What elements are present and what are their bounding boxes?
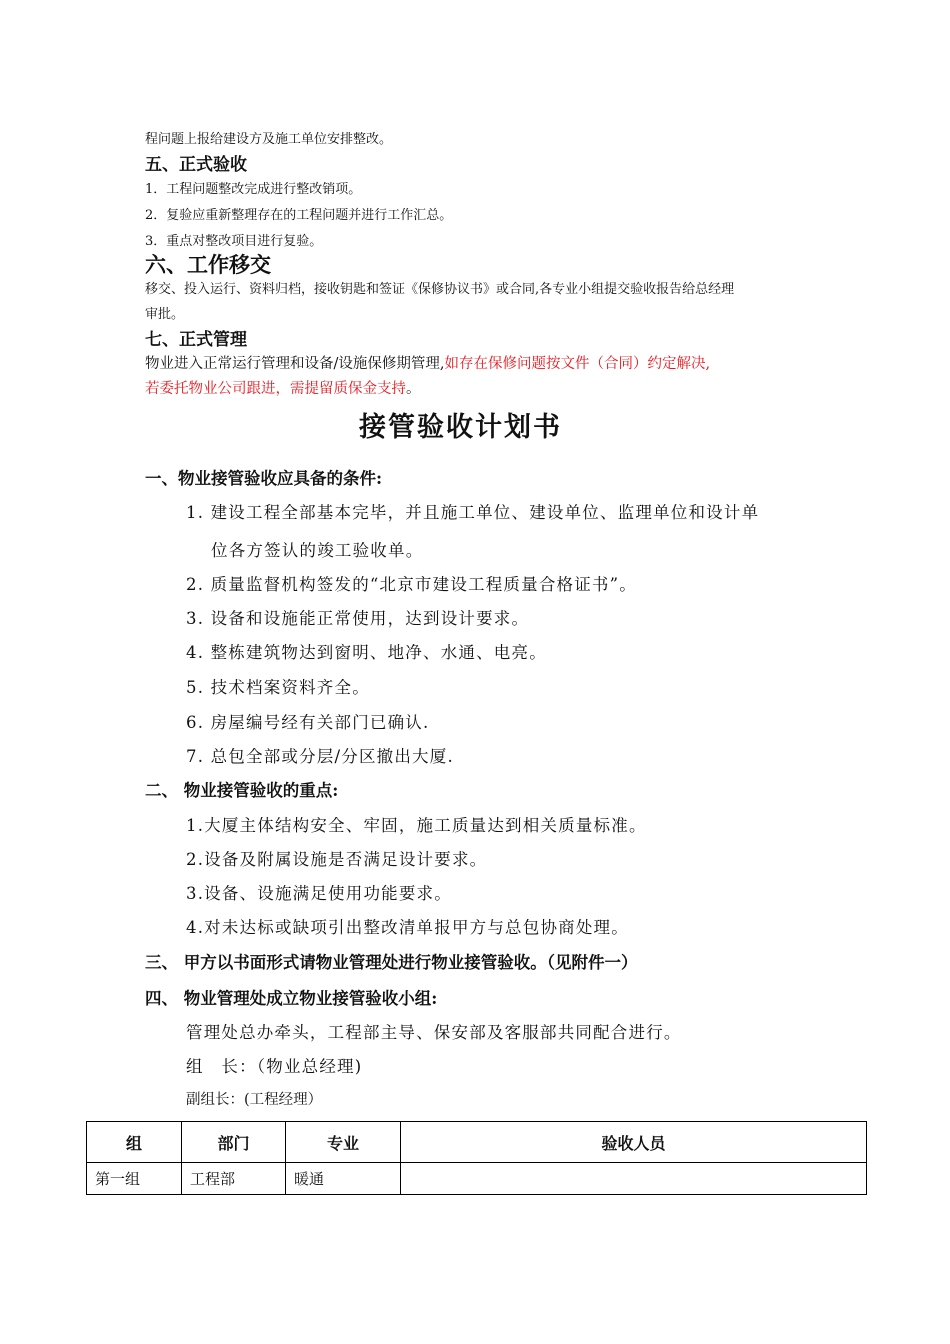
continuation-line: 程问题上报给建设方及施工单位安排整改。 bbox=[145, 132, 393, 147]
section-6-text: 审批。 bbox=[145, 307, 185, 322]
section-7-text-end: 。 bbox=[406, 381, 421, 397]
deputy-leader: 副组长：(工程经理） bbox=[186, 1092, 323, 1108]
acceptance-team-table bbox=[86, 1121, 867, 1195]
section-7-text-highlight: 若委托物业公司跟进，需提留质保金支持 bbox=[145, 381, 406, 397]
condition-item: 5. 技术档案资料齐全。 bbox=[186, 678, 370, 697]
section-4-heading: 四、 物业管理处成立物业接管验收小组: bbox=[145, 989, 438, 1008]
header-inspectors: 验收人员 bbox=[401, 1122, 867, 1163]
section-7-text-normal: 物业进入正常运行管理和设备/设施保修期管理, bbox=[145, 356, 445, 372]
focus-item: 1.大厦主体结构安全、牢固，施工质量达到相关质量标准。 bbox=[186, 816, 647, 835]
section-5-heading: 五、正式验收 bbox=[145, 155, 247, 175]
condition-item: 4. 整栋建筑物达到窗明、地净、水通、电亮。 bbox=[186, 643, 547, 662]
section-7-text bbox=[145, 377, 421, 398]
condition-item: 7. 总包全部或分层/分区撤出大厦. bbox=[186, 747, 454, 766]
document-title: 接管验收计划书 bbox=[359, 412, 562, 443]
section-7-text bbox=[145, 352, 710, 373]
header-specialty: 专业 bbox=[286, 1122, 401, 1163]
table-row bbox=[87, 1163, 867, 1195]
section-6-text: 移交、投入运行、资料归档，接收钥匙和签证《保修协议书》或合同,各专业小组提交验收报告给总经理 bbox=[145, 282, 735, 297]
focus-item: 3.设备、设施满足使用功能要求。 bbox=[186, 884, 452, 903]
condition-item: 3. 设备和设施能正常使用，达到设计要求。 bbox=[186, 609, 530, 628]
cell-specialty: 暖通 bbox=[286, 1163, 401, 1195]
section-6-heading: 六、工作移交 bbox=[145, 253, 271, 277]
section-1-heading: 一、物业接管验收应具备的条件: bbox=[145, 469, 383, 488]
section-4-text: 管理处总办牵头，工程部主导、保安部及客服部共同配合进行。 bbox=[186, 1023, 682, 1042]
cell-inspectors bbox=[401, 1163, 867, 1195]
section-5-item: 1．工程问题整改完成进行整改销项。 bbox=[145, 182, 362, 197]
section-5-item: 2．复验应重新整理存在的工程问题并进行工作汇总。 bbox=[145, 208, 453, 223]
section-5-item: 3．重点对整改项目进行复验。 bbox=[145, 234, 323, 249]
header-department: 部门 bbox=[182, 1122, 286, 1163]
focus-item: 4.对未达标或缺项引出整改清单报甲方与总包协商处理。 bbox=[186, 918, 629, 937]
condition-item: 6. 房屋编号经有关部门已确认. bbox=[186, 713, 430, 732]
team-leader: 组 长：（物业总经理) bbox=[186, 1057, 363, 1076]
header-group: 组 bbox=[87, 1122, 182, 1163]
section-2-heading: 二、 物业接管验收的重点: bbox=[145, 781, 339, 800]
condition-item: 1. 建设工程全部基本完毕，并且施工单位、建设单位、监理单位和设计单 bbox=[186, 503, 760, 522]
cell-department: 工程部 bbox=[182, 1163, 286, 1195]
cell-group: 第一组 bbox=[87, 1163, 182, 1195]
section-7-heading: 七、正式管理 bbox=[145, 330, 247, 350]
section-3-heading: 三、 甲方以书面形式请物业管理处进行物业接管验收。（见附件一） bbox=[145, 953, 638, 972]
focus-item: 2.设备及附属设施是否满足设计要求。 bbox=[186, 850, 488, 869]
condition-item: 位各方签认的竣工验收单。 bbox=[211, 541, 424, 560]
section-7-text-highlight: 如存在保修问题按文件（合同）约定解决, bbox=[444, 356, 711, 372]
condition-item: 2. 质量监督机构签发的“北京市建设工程质量合格证书”。 bbox=[186, 575, 637, 594]
table-header-row bbox=[87, 1122, 867, 1163]
